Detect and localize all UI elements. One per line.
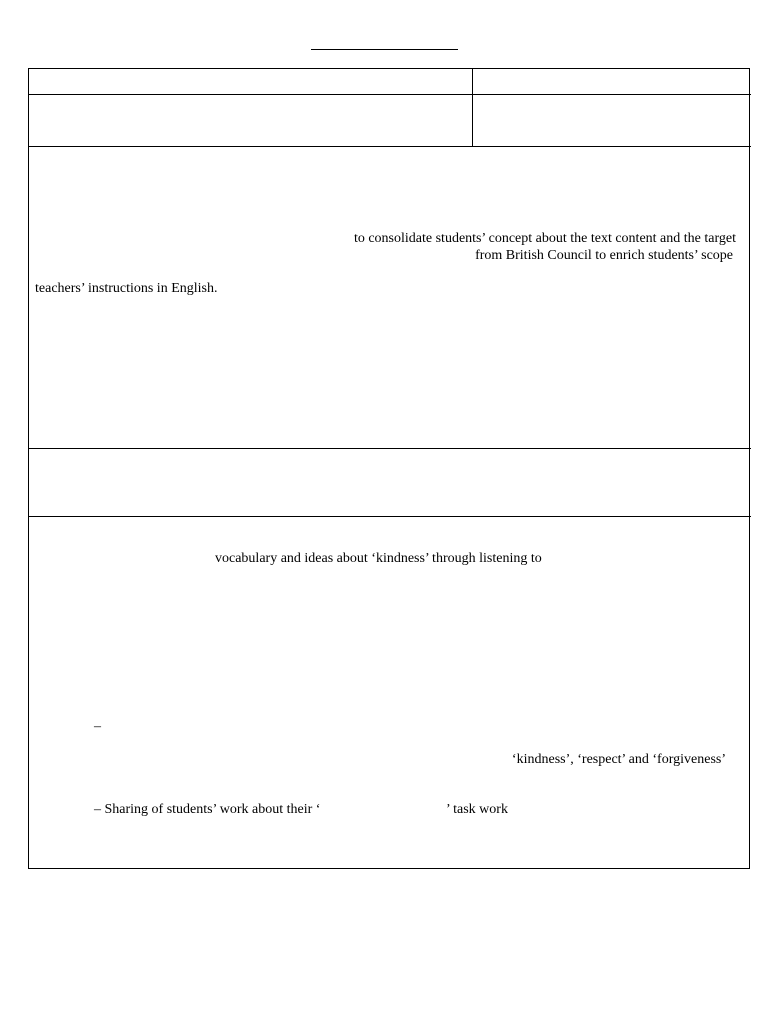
procedures-dash: – bbox=[94, 719, 101, 734]
header-cell-right bbox=[473, 69, 750, 94]
objectives-line-1: to consolidate students’ concept about the text content and the target bbox=[353, 231, 736, 246]
procedures-line-2: ‘kindness’, ‘respect’ and ‘forgiveness’ bbox=[511, 752, 726, 767]
objectives-line-2: from British Council to enrich students’ scope bbox=[475, 248, 733, 263]
procedures-line-3-end: ’ task work bbox=[446, 802, 508, 817]
procedures-line-1: vocabulary and ideas about ‘kindness’ through listening to bbox=[215, 551, 542, 566]
objectives-line-3: teachers’ instructions in English. bbox=[35, 281, 218, 296]
blank-section-cell bbox=[29, 449, 750, 516]
procedures-line-3-start: – Sharing of students’ work about their ‘ bbox=[94, 802, 321, 817]
info-cell-right bbox=[473, 95, 750, 146]
objectives-cell bbox=[29, 147, 750, 448]
header-cell-left bbox=[29, 69, 472, 94]
info-cell-left bbox=[29, 95, 472, 146]
title-underline bbox=[311, 49, 458, 50]
procedures-cell bbox=[29, 517, 750, 868]
